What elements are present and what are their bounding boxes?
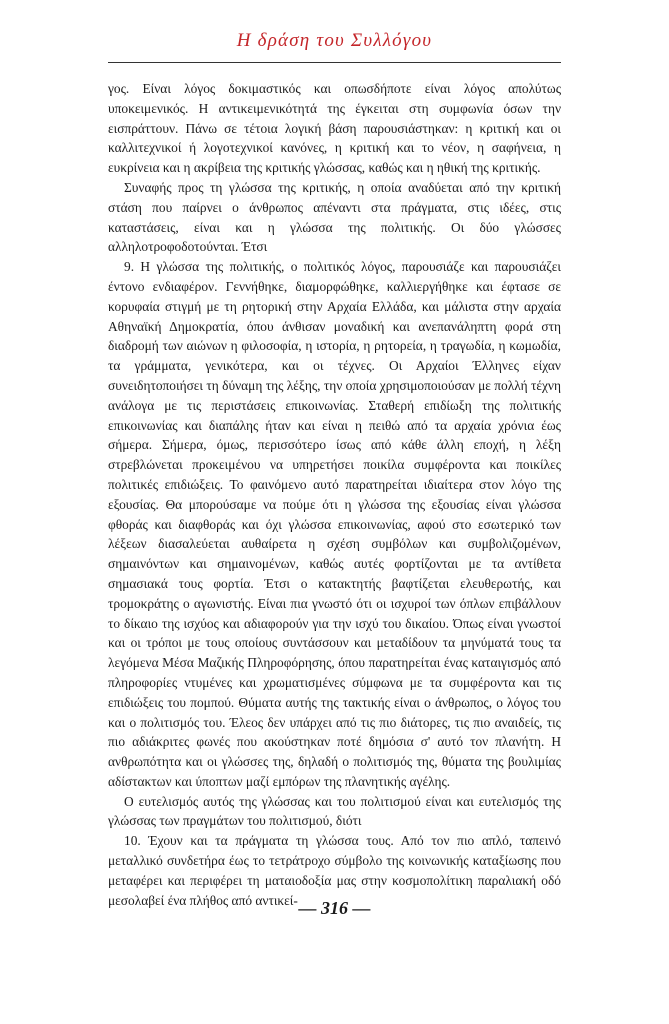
running-header [0, 30, 669, 52]
paragraph-continuation: γος. Είναι λόγος δοκιμαστικός και οπωσδήποτε είναι λόγος απολύτως υποκειμενικός. Η αντικειμενικότητά της έγκειται στη συμφωνία όσων την εισπράττουν. Πάνω σε τέτοια λογική βάση παρουσιάστηκαν: η κριτική και οι καλλιτεχνικοί ή λογοτεχνικοί κανόνες, η κριτική και το νέον, η σαφήνεια, η ευκρίνεια και η ακρίβεια της κριτικής γλώσσας, καθώς και η ηθική της κριτικής. [108, 81, 561, 176]
paragraph-section-10: 10. Έχουν και τα πράγματα τη γλώσσα τους. Από τον πιο απλό, ταπεινό μεταλλικό συνδετήρα έως το τετράτροχο σύμβολο της κοινωνικής καταξίωσης που μεταφέρει και περιφέρει τη ματαιοδοξία μας στην κοσμοπολίτικη παραλιακή οδό μεσολαβεί ένα πλήθος από αντικεί- [108, 833, 561, 908]
paragraph-section-9: 9. Η γλώσσα της πολιτικής, ο πολιτικός λόγος, παρουσιάζε και παρουσιάζει έντονο ενδιαφέρον. Γεννήθηκε, διαμορφώθηκε, καλλιεργήθηκε και έφτασε σε κορυφαία στιγμή με τη ρητορική στην Αρχαία Ελλάδα, και μάλιστα στην αρχαία Αθηναϊκή Δημοκρατία, όπου άνθισαν μοναδική και ανεπανάληπτη φορά στη διαδρομή των αιώνων η φιλοσοφία, η ιστορία, η ρητορεία, η τραγωδία, η κωμωδία, τα γράμματα, γενικότερα, και οι τέχνες. Οι Αρχαίοι Έλληνες είχαν συνειδητοποιήσει τη δύναμη της λέξης, την οποία χρησιμοποιούσαν με πολλή τέχνη ανάλογα με τις περιστάσεις επικοινωνίας. Σταθερή επιδίωξη της πολιτικής επικοινωνίας και διαπάλης ήταν και είναι η πειθώ από τα αρχαία χρόνια έως σήμερα. Σήμερα, όμως, περισσότερο ίσως από κάθε άλλη εποχή, η λέξη στρεβλώνεται προκειμένου να υπηρετήσει ποικίλα συμφέροντα και ποικίλες πολιτικές επιδιώξεις. Το φαινόμενο αυτό παρατηρείται ιδιαίτερα στον λόγο της εξουσίας. Θα μπορούσαμε να πούμε ότι η γλώσσα της εξουσίας είναι γλώσσα φθοράς και διαφθοράς και όχι γλώσσα επικοινωνίας, αφού στο εσωτερικό των λέξεων διασαλεύεται αυθαίρετα η σχέση συμβόλων και συμβολιζομένων, σημαινόντων και σημαινομένων, καθώς αυτές φορτίζονται με τα αντίθετα σημασιακά τους φορτία. Έτσι ο κατακτητής βαφτίζεται ελευθερωτής, και τρομοκράτης ο αγωνιστής. Είναι πια γνωστό ότι οι ισχυροί των όπλων επιβάλλουν το δίκαιο της ισχύος και αδιαφορούν για την ισχύ του δικαίου. Όπως είναι γνωστοί και οι τρόποι με τους οποίους συντάσσουν και μεταδίδουν τα μηνύματά τους τα λεγόμενα Μέσα Μαζικής Πληροφόρησης, όπου παρατηρείται ένας καταιγισμός από πληροφορίες ντυμένες και χρωματισμένες σύμφωνα με τα συμφέροντα και τις επιδιώξεις του πομπού. Θύματα αυτής της τακτικής είναι ο άνθρωπος, ο λόγος του και ο πολιτισμός του. Έλεος δεν υπάρχει από τις πιο διάτορες, τις πιο αναιδείς, τις πιο αδιάκριτες φωνές που ακούστηκαν ποτέ δημόσια σ' αυτό τον πλανήτη. Η ανθρωπότητα και οι γλώσσες της, δηλαδή ο πολιτισμός της, θύματα της βουλιμίας αδίστακτων και ύποπτων μαζί εμπόρων της πλανητικής αγέλης. [108, 259, 561, 789]
header-divider [108, 62, 561, 63]
page-number: — 316 — [298, 898, 371, 918]
paragraph-politics-intro: Συναφής προς τη γλώσσα της κριτικής, η οποία αναδύεται από την κριτική στάση που παίρνει ο άνθρωπος απέναντι στα πράγματα, στις ιδέες, στις καταστάσεις, είναι και η γλώσσα της πολιτικής. Οι δύο γλώσσες αλληλοτροφοδοτούνται. Έτσι [108, 179, 561, 255]
page-body [108, 79, 561, 910]
paragraph-debasement: Ο ευτελισμός αυτός της γλώσσας και του πολιτισμού είναι και ευτελισμός της γλώσσας των πραγμάτων του πολιτισμού, διότι [108, 793, 561, 829]
running-header-title: Η δράση του Συλλόγου [236, 30, 433, 51]
